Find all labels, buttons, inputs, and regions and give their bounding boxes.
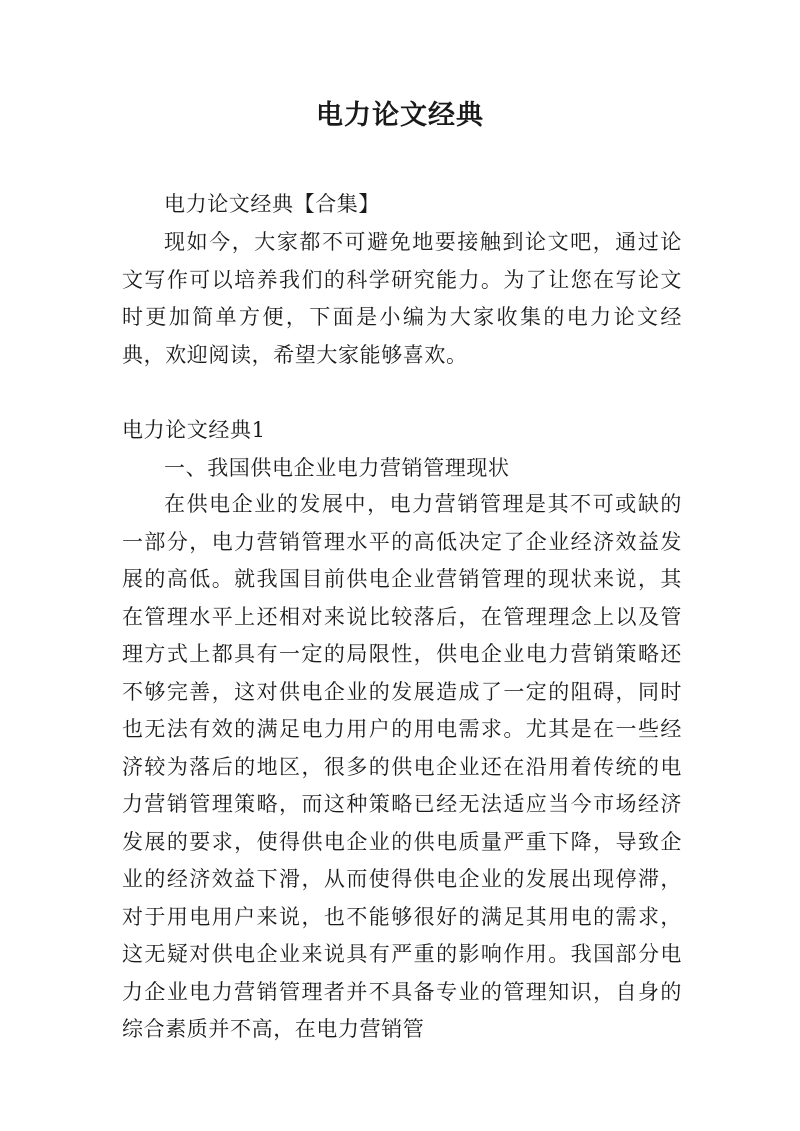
document-title: 电力论文经典 (316, 100, 484, 131)
intro-heading: 电力论文经典【合集】 (164, 192, 380, 216)
body-paragraph: 在供电企业的发展中，电力营销管理是其不可或缺的一部分，电力营销管理水平的高低决定了企业经济效益发展的高低。就我国目前供电企业营销管理的现状来说，其在管理水平上还相对来说比较落后，在管理理念上以及管理方式上都具有一定的局限性，供电企业电力营销策略还不够完善，这对供电企业的发展造成了一定的阻碍，同时也无法有效的满足电力用户的用电需求。尤其是在一些经济较为落后的地区，很多的供电企业还在沿用着传统的电力营销管理策略，而这种策略已经无法适应当今市场经济发展的要求，使得供电企业的供电质量严重下降，导致企业的经济效益下滑，从而使得供电企业的发展出现停滞，对于用电用户来说，也不能够很好的满足其用电的需求，这无疑对供电企业来说具有严重的影响作用。我国部分电力企业电力营销管理者并不具备专业的管理知识，自身的综合素质并不高，在电力营销管 (122, 492, 682, 1041)
intro-paragraph: 现如今，大家都不可避免地要接触到论文吧，通过论文写作可以培养我们的科学研究能力。为了让您在写论文时更加简单方便，下面是小编为大家收集的电力论文经典，欢迎阅读，希望大家能够喜欢。 (122, 230, 682, 367)
subheading: 一、我国供电企业电力营销管理现状 (164, 456, 510, 480)
section-heading: 电力论文经典1 (122, 418, 266, 442)
